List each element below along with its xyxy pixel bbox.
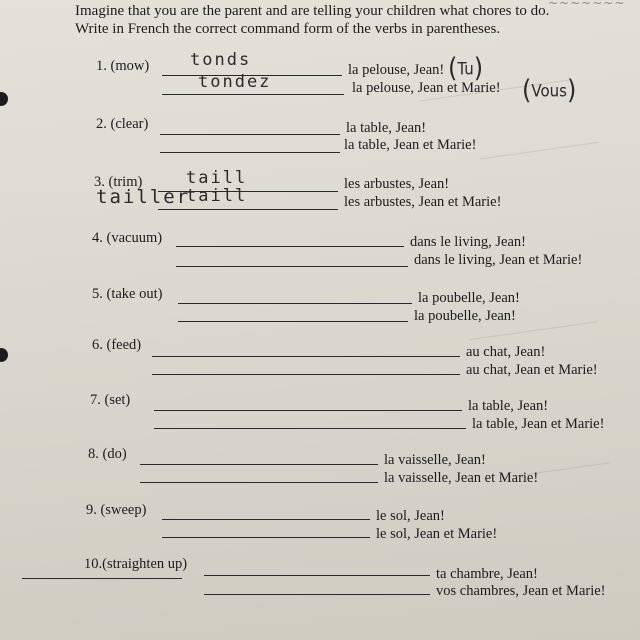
answer-blank[interactable] bbox=[176, 230, 404, 247]
instructions-line-2: Write in French the correct command form of the verbs in parentheses. bbox=[75, 21, 501, 37]
instructions bbox=[75, 2, 635, 38]
item-label: 10.(straighten up) bbox=[84, 556, 188, 572]
item-prompt-jean-et-marie: vos chambres, Jean et Marie! bbox=[436, 583, 606, 599]
item-prompt-jean: la table, Jean! bbox=[346, 120, 427, 136]
item-label: 7. (set) bbox=[90, 392, 131, 408]
bleed-through-text bbox=[480, 142, 600, 170]
answer-blank[interactable] bbox=[162, 521, 370, 538]
item-label: 8. (do) bbox=[88, 446, 127, 462]
item-label: 9. (sweep) bbox=[86, 502, 147, 518]
item-prompt-jean-et-marie: la vaisselle, Jean et Marie! bbox=[384, 470, 539, 486]
answer-blank[interactable] bbox=[140, 448, 378, 465]
item-prompt-jean: la pelouse, Jean! bbox=[348, 62, 445, 78]
item-prompt-jean-et-marie: dans le living, Jean et Marie! bbox=[414, 252, 583, 268]
answer-blank[interactable] bbox=[160, 136, 340, 153]
item-prompt-jean-et-marie: le sol, Jean et Marie! bbox=[376, 526, 498, 542]
binder-hole bbox=[0, 348, 8, 362]
answer-blank[interactable] bbox=[204, 578, 430, 595]
handwritten-margin-note: tailler bbox=[96, 186, 191, 208]
item-label: 4. (vacuum) bbox=[92, 230, 163, 246]
answer-blank[interactable] bbox=[176, 250, 408, 267]
item-prompt-jean: la vaisselle, Jean! bbox=[384, 452, 486, 468]
item-prompt-jean-et-marie: la table, Jean et Marie! bbox=[472, 416, 605, 432]
answer-blank[interactable] bbox=[178, 305, 408, 322]
handwritten-top-scribble: ~~~~~~~ bbox=[548, 0, 626, 10]
handwritten-answer: tonds bbox=[190, 50, 252, 70]
answer-blank-margin[interactable] bbox=[22, 562, 182, 579]
handwritten-note: Tu bbox=[457, 59, 474, 79]
handwritten-annotation: (Tu) bbox=[448, 52, 484, 84]
item-prompt-jean: la table, Jean! bbox=[468, 398, 549, 414]
answer-blank[interactable] bbox=[140, 466, 378, 483]
answer-blank[interactable] bbox=[152, 340, 460, 357]
item-label: 6. (feed) bbox=[92, 337, 142, 353]
item-prompt-jean-et-marie: la pelouse, Jean et Marie! bbox=[352, 80, 501, 96]
item-prompt-jean: le sol, Jean! bbox=[376, 508, 445, 524]
item-label: 1. (mow) bbox=[96, 58, 150, 74]
item-label: 2. (clear) bbox=[96, 116, 149, 132]
item-label: 5. (take out) bbox=[92, 286, 163, 302]
handwritten-answer: taill bbox=[186, 186, 248, 206]
answer-blank[interactable] bbox=[158, 193, 338, 210]
item-prompt-jean: au chat, Jean! bbox=[466, 344, 546, 360]
instructions-line-1: Imagine that you are the parent and are telling your children what chores to do. bbox=[75, 3, 550, 19]
answer-blank[interactable] bbox=[178, 287, 412, 304]
item-prompt-jean: dans le living, Jean! bbox=[410, 234, 526, 250]
item-prompt-jean: ta chambre, Jean! bbox=[436, 566, 538, 582]
item-prompt-jean-et-marie: au chat, Jean et Marie! bbox=[466, 362, 598, 378]
item-label: 3. (trim) bbox=[94, 174, 143, 190]
handwritten-note: Vous bbox=[531, 81, 567, 101]
item-prompt-jean-2: la poubelle, Jean! bbox=[414, 308, 516, 324]
answer-blank[interactable] bbox=[204, 559, 430, 576]
handwritten-answer: taill bbox=[186, 168, 248, 188]
answer-blank[interactable] bbox=[154, 412, 466, 429]
answer-blank[interactable] bbox=[154, 394, 462, 411]
answer-blank[interactable] bbox=[162, 503, 370, 520]
item-prompt-jean-et-marie: les arbustes, Jean et Marie! bbox=[344, 194, 502, 210]
handwritten-answer: tondez bbox=[198, 72, 272, 92]
answer-blank[interactable] bbox=[160, 118, 340, 135]
binder-hole bbox=[0, 92, 8, 106]
answer-blank[interactable] bbox=[152, 358, 460, 375]
handwritten-annotation: (Vous) bbox=[522, 74, 577, 106]
item-prompt-jean: la poubelle, Jean! bbox=[418, 290, 520, 306]
item-prompt-jean-et-marie: la table, Jean et Marie! bbox=[344, 137, 477, 153]
item-prompt-jean: les arbustes, Jean! bbox=[344, 176, 450, 192]
